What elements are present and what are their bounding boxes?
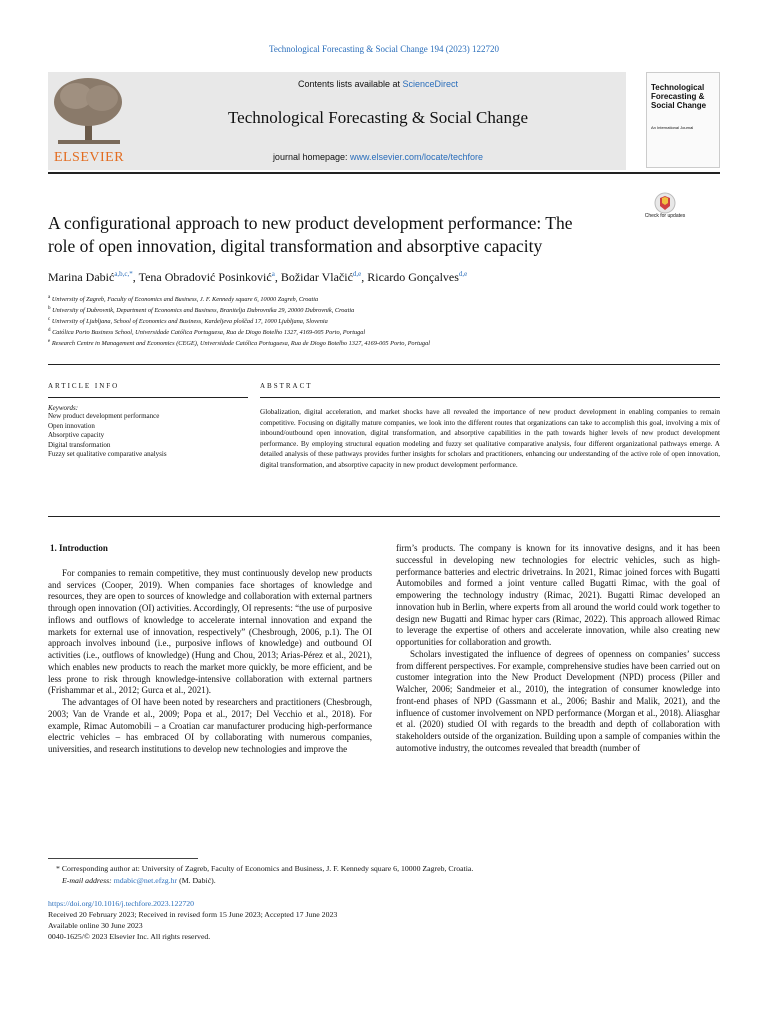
keyword: Open innovation xyxy=(48,421,95,430)
keywords-block xyxy=(48,404,248,460)
journal-homepage xyxy=(130,152,626,162)
header-rule xyxy=(48,172,720,174)
section-heading: 1. Introduction xyxy=(50,543,108,553)
author-list: Marina Dabić$^{a,b,c,*}$, Tena Obradović Posinković$^a$, Božidar Vlačić$^{d,e}$, Ricardo Gonçalves$^{d,e}$ xyxy=(48,270,468,284)
affil-mark: e xyxy=(48,339,51,344)
paper-title xyxy=(48,212,628,258)
email-suffix: (M. Dabić). xyxy=(177,876,216,885)
author-sup[interactable]: d,e xyxy=(352,270,362,278)
affiliation xyxy=(48,305,720,314)
contents-prefix: Contents lists available at xyxy=(297,79,403,89)
affiliation xyxy=(48,294,720,303)
paragraph: Scholars investigated the influence of degrees of openness on companies’ success from different perspectives. For example, comprehensive studies have been carried out on customer integration into the New Product Development (NPD) process (Piller and Walcher, 2006; Sandmeier et al., 2010), the integration of consumer knowledge into front-end phases of NPD (Gassmann et al., 2006; Bashir and Malik, 2021), and the influence of customer involvement on NPD performance (Morgan et al., 2018). Aliasghar et al. (2020) studied OI with regards to the breadth and depth of collaboration with stakeholders outside of the organization. Building upon a sample of companies within the automotive industry, the outcomes revealed that breadth (number of xyxy=(396,648,720,753)
copyright: 0040-1625/© 2023 Elsevier Inc. All rights reserved. xyxy=(48,932,211,941)
publisher-logo[interactable]: ELSEVIER xyxy=(53,150,125,165)
abstract-rule xyxy=(260,397,720,398)
paragraph: firm’s products. The company is known for its innovative designs, and it has been successful in developing new technologies for electric vehicles, such as high-performance batteries and electric drivetrains. In 2021, Rimac joined forces with Bugatti Automobiles and formed a joint venture called Bugatti Rimac, with the goal of empowering the technology industry (Rimac, 2021). Bugatti Rimac developed an innovation hub in Berlin, where experts from all around the world could work together to design new Bugatti and Rimac hyper cars (Rimac, 2022). This approach allowed Rimac to leverage the expertise of others and accelerate innovation, while also creating new opportunities for collaboration and growth. xyxy=(396,543,720,647)
affil-mark: a xyxy=(48,295,51,300)
sciencedirect-link[interactable]: ScienceDirect xyxy=(402,79,459,89)
journal-title: Technological Forecasting & Social Change xyxy=(227,108,528,127)
affiliation xyxy=(48,316,720,325)
cover-subtitle: An International Journal xyxy=(651,125,694,130)
keywords-label: Keywords: xyxy=(48,404,79,412)
affil-mark: d xyxy=(48,328,51,333)
author-name[interactable]: Marina Dabić xyxy=(48,270,115,284)
affiliation xyxy=(48,327,720,336)
running-head[interactable]: Technological Forecasting & Social Change 194 (2023) 122720 xyxy=(268,44,500,54)
affil-text: University of Ljubljana, School of Economics and Business, Kardeljeva ploščad 17, 1000 Ljubljana, Slovenia xyxy=(51,318,328,326)
received-dates: Received 20 February 2023; Received in revised form 15 June 2023; Accepted 17 June 2023 xyxy=(48,910,338,919)
title-line-2: role of open innovation, digital transformation and absorptive capacity xyxy=(48,236,543,256)
affil-mark: c xyxy=(48,317,51,322)
article-info-rule xyxy=(48,397,248,398)
article-info-heading: ARTICLE INFO xyxy=(48,382,120,390)
journal-cover[interactable] xyxy=(646,72,720,168)
right-column xyxy=(396,543,720,755)
author-sup[interactable]: a,b,c,* xyxy=(114,270,133,278)
contents-line xyxy=(130,79,626,89)
keyword: Fuzzy set qualitative comparative analysis xyxy=(48,450,167,458)
footnote-email xyxy=(62,876,734,887)
author-sup[interactable]: a xyxy=(271,270,275,278)
author-name[interactable]: Božidar Vlačić xyxy=(280,270,353,284)
affil-text: University of Dubrovnik, Department of Economics and Business, Branitelja Dubrovnika 29, 20000 Dubrovnik, Croatia xyxy=(52,307,355,315)
affiliation-rule xyxy=(48,364,720,365)
email-label: E-mail address: xyxy=(62,876,114,885)
doi-link[interactable]: https://doi.org/10.1016/j.techfore.2023.122720 xyxy=(48,899,195,908)
author-name[interactable]: Tena Obradović Posinković xyxy=(138,270,272,284)
affil-text: Research Centre in Management and Economics (CEGE), Universidade Católica Portuguesa, Rua de Diogo Botelho 1327, 4169-005 Porto, Portugal xyxy=(51,340,430,348)
affil-text: Católica Porto Business School, Universidade Católica Portuguesa, Rua de Diogo Botelho 1327, 4169-005 Porto, Portugal xyxy=(52,329,366,337)
keyword: Digital transformation xyxy=(48,440,111,449)
cover-title: Technological Forecasting & Social Change xyxy=(651,83,707,110)
available-online: Available online 30 June 2023 xyxy=(48,921,143,930)
keyword: Absorptive capacity xyxy=(48,431,105,439)
check-updates-label[interactable]: Check for updates xyxy=(644,213,686,219)
affil-mark: b xyxy=(48,306,51,311)
paragraph: The advantages of OI have been noted by researchers and practitioners (Chesbrough, 2003; Van de Vrande et al., 2009; Popa et al., 2017; Del Vecchio et al., 2018). For example, Rimac Automobili – a Croatian car manufacturer producing high-performance electric vehicles – has embraced OI by collaborating with numerous companies, universities, and research institutions to develop new technologies and improve the xyxy=(48,697,372,754)
left-column xyxy=(48,543,372,756)
abstract-text: Globalization, digital acceleration, and market shocks have all revealed the importance of new product development in enabling companies to remain competitive. Focusing on digitally mature companies, we look into the different routes that organizations can take to accomplish this goal, involving a mix of inbound/outbound open innovation, digital transformation, and absorptive capabilities in the path towards higher levels of new product development performance. By employing structural equation modeling and fuzzy set qualitative comparative analysis, four different organizational pathways emerge. A detailed analysis of these pathways provides further insights for scholars and practitioners, enhancing our understanding of the active role of open innovation, digital transformation, and absorptive capacity in new product development performance. xyxy=(260,408,720,469)
homepage-link[interactable]: www.elsevier.com/locate/techfore xyxy=(350,152,484,162)
keyword: New product development performance xyxy=(48,412,160,420)
footnote-corresponding: * Corresponding author at: University of Zagreb, Faculty of Economics and Business, J. F. Kennedy square 6, 10000 Zagreb, Croatia. xyxy=(56,864,474,873)
affiliation xyxy=(48,338,720,347)
footnote-rule xyxy=(48,858,198,859)
title-line-1: A configurational approach to new product development performance: The xyxy=(48,213,573,233)
abstract-bottom-rule xyxy=(48,516,720,517)
email-link[interactable]: mdabic@net.efzg.hr xyxy=(113,876,178,885)
author-sup[interactable]: d,e xyxy=(458,270,468,278)
abstract-heading: ABSTRACT xyxy=(260,382,313,390)
homepage-prefix: journal homepage: xyxy=(272,152,350,162)
author-name[interactable]: Ricardo Gonçalves xyxy=(367,270,459,284)
affil-text: University of Zagreb, Faculty of Economics and Business, J. F. Kennedy square 6, 10000 Zagreb, Croatia xyxy=(51,296,319,304)
paragraph: For companies to remain competitive, they must continuously develop new products and services (Cooper, 2019). When companies face shortages of knowledge and resources, they are open to sources of knowledge and collaboration with external partners through open innovation (OI) activities. Accordingly, OI represents: “the use of purposive inflows and outflows of knowledge to accelerate internal innovation and expand the markets for external use of innovation, respectively” (Chesbrough, 2006, p.1). The OI approach involves inbound (i.e., purposive inflows of knowledge) and outbound OI activities (i.e., outflows of knowledge) (Hung and Chou, 2013; Arias-Pérez et al., 2021), which enables new products to reach the market more quickly, be more efficient, and be less prone to risk through knowledge-intensive collaboration with external partners (Frishammar et al., 2012; Gurca et al., 2021). xyxy=(48,567,372,696)
check-updates-icon[interactable] xyxy=(648,192,682,232)
